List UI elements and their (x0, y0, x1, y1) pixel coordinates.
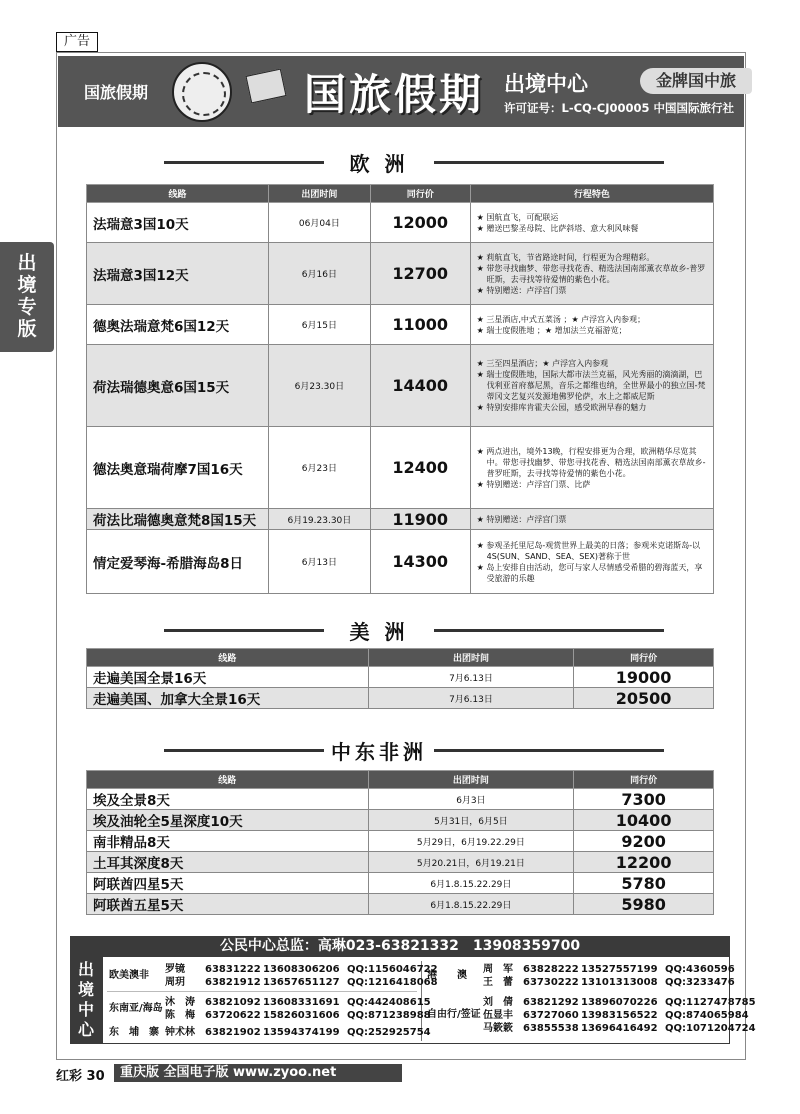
price: 14300 (370, 530, 470, 594)
col-header: 出团时间 (268, 185, 370, 203)
feature-item (477, 540, 709, 562)
contact-mobile: 13896070226 (581, 997, 658, 1008)
vertical-char: 境 (77, 980, 94, 999)
feature-item (477, 479, 709, 490)
contact-qq: QQ:1071204724 (665, 1023, 756, 1034)
title-rule (434, 161, 664, 164)
contact-person (165, 1010, 431, 1022)
features (470, 345, 713, 427)
feature-text: 国航直飞，可配联运 (486, 212, 559, 222)
features (470, 427, 713, 509)
route-name: 走遍美国全景16天 (87, 667, 369, 688)
europe-rows (87, 203, 714, 594)
feature-item (477, 285, 709, 296)
feature-text: 三至四星酒店；★ 卢浮宫入内参观 (486, 359, 609, 368)
table-row (87, 345, 714, 427)
mideast-table (86, 770, 714, 915)
feature-text: 岛上安排自由活动，您可与家人尽情感受希腊的碧海蓝天，享受旅游的乐趣 (486, 562, 703, 583)
section-title-text: 中东非洲 (324, 736, 434, 765)
price: 5980 (574, 894, 714, 915)
feature-text: 特别赠送：卢浮宫门票 (486, 514, 567, 524)
feature-text: 特别赠送：卢浮宫门票、比萨 (486, 479, 591, 489)
contact-name: 钟术林 (165, 1027, 195, 1038)
departure-date: 6月16日 (268, 243, 370, 305)
mideast-rows (87, 789, 714, 915)
price: 12400 (370, 427, 470, 509)
price: 14400 (370, 345, 470, 427)
contact-tel: 63821292 (523, 997, 579, 1008)
contact-list (102, 956, 756, 1044)
features (470, 509, 713, 530)
feature-item (477, 314, 709, 325)
route-name: 走遍美国、加拿大全景16天 (87, 688, 369, 709)
col-header: 同行价 (370, 185, 470, 203)
route-name: 德法奥意瑞荷摩7国16天 (87, 427, 269, 509)
side-tab-char: 出 (17, 252, 37, 274)
contact-name: 刘 倩 (483, 997, 513, 1008)
contact-block (70, 936, 756, 1044)
europe-table (86, 184, 714, 594)
partner-logo: 金牌国中旅 (640, 68, 752, 94)
table-row (87, 810, 714, 831)
contact-name: 陈 梅 (165, 1010, 195, 1021)
star-icon: ★ (476, 285, 487, 295)
header-banner (58, 56, 744, 127)
contact-mobile: 13983156522 (581, 1010, 658, 1021)
table-row (87, 852, 714, 873)
license-number: 许可证号：L-CQ-CJ00005 中国国际旅行社 (504, 101, 735, 115)
price: 19000 (574, 667, 714, 688)
departure-date: 5月31日，6月5日 (368, 810, 574, 831)
title-rule (434, 749, 664, 752)
contact-person (483, 1010, 749, 1022)
america-rows (87, 667, 714, 709)
features (470, 203, 713, 243)
features (470, 305, 713, 345)
vertical-char: 心 (77, 1020, 94, 1039)
star-icon: ★ (476, 479, 487, 489)
star-icon: ★ (476, 370, 487, 379)
route-name: 荷法瑞德奥意6国15天 (87, 345, 269, 427)
contact-name: 沐 涛 (165, 997, 195, 1008)
price: 7300 (574, 789, 714, 810)
price: 11000 (370, 305, 470, 345)
feature-text: 参观圣托里尼岛-观赏世界上最美的日落；参观米克诺斯岛-以4S(SUN、SAND、SEA、SEX)著称于世 (486, 540, 701, 561)
contact-person (483, 977, 735, 989)
star-icon: ★ (476, 212, 487, 222)
group-label: 港 澳 (427, 970, 467, 981)
feature-item (477, 562, 709, 584)
contact-mobile: 13101313008 (581, 977, 658, 988)
contact-qq: QQ:3233476 (665, 977, 735, 988)
col-header: 线路 (87, 771, 369, 789)
side-tab (0, 242, 54, 352)
feature-text: 莉航直飞，节省路途时间，行程更为合理精彩。 (486, 252, 655, 262)
col-header: 行程特色 (470, 185, 713, 203)
feature-text: 三星酒店,中式五菜汤 ；★ 卢浮宫入内参观； (486, 314, 646, 324)
feature-item (477, 402, 709, 413)
contact-name: 罗镜 (165, 964, 185, 975)
star-icon: ★ (476, 263, 487, 273)
price: 20500 (574, 688, 714, 709)
feature-text: 特别赠送：卢浮宫门票 (486, 285, 567, 295)
contact-qq: QQ:874065984 (665, 1010, 749, 1021)
contact-tel: 63730222 (523, 977, 579, 988)
contact-person (165, 964, 438, 976)
departure-date: 6月15日 (268, 305, 370, 345)
contact-mobile: 13527557199 (581, 964, 658, 975)
table-row (87, 688, 714, 709)
contact-qq: QQ:442408615 (347, 997, 431, 1008)
feature-item (477, 358, 709, 369)
route-name: 情定爱琴海-希腊海岛8日 (87, 530, 269, 594)
contact-name: 伍显丰 (483, 1010, 513, 1021)
price: 10400 (574, 810, 714, 831)
feature-item (477, 223, 709, 234)
contact-mobile: 13608331691 (263, 997, 340, 1008)
contact-qq: QQ:4360596 (665, 964, 735, 975)
star-icon: ★ (476, 540, 487, 550)
star-icon: ★ (476, 562, 487, 572)
departure-date: 6月1.8.15.22.29日 (368, 873, 574, 894)
mideast-section-title (84, 736, 714, 764)
contact-mobile: 13608306206 (263, 964, 340, 975)
contact-mobile: 13696416492 (581, 1023, 658, 1034)
price: 5780 (574, 873, 714, 894)
feature-text: 瑞士度假胜地，国际大都市法兰克福，风光秀丽的滴滴湖，巴伐利亚首府慕尼黑，音乐之都维也纳，全世界最小的独立国-梵蒂冈文艺复兴发源地佛罗伦萨，水上之都威尼斯 (486, 370, 706, 401)
col-header: 同行价 (574, 771, 714, 789)
star-icon: ★ (476, 446, 487, 456)
feature-text: 两点进出，境外13晚，行程安排更为合理，欧洲精华尽览其中。带您寻找幽梦、带您寻找花香、精选法国南部薰衣草故乡-普罗旺斯，去寻找等待爱情的紫色小花。 (486, 446, 706, 478)
contact-tel: 63855538 (523, 1023, 579, 1034)
route-name: 阿联酋四星5天 (87, 873, 369, 894)
title-rule (434, 629, 664, 632)
price: 12000 (370, 203, 470, 243)
contact-tel: 63831222 (205, 964, 261, 975)
departure-date: 7月6.13日 (368, 688, 574, 709)
department-title: 出境中心 (504, 72, 588, 96)
group-label: 欧美澳非 (109, 970, 149, 981)
contact-person (483, 1023, 756, 1035)
departure-date: 7月6.13日 (368, 667, 574, 688)
feature-item (477, 263, 709, 285)
globe-logo-icon (172, 62, 232, 122)
feature-text: 带您寻找幽梦、带您寻找花香、精选法国南部薰衣草故乡-普罗旺斯，去寻找等待爱情的紫色小花。 (486, 263, 706, 284)
feature-item (477, 212, 709, 223)
route-name: 土耳其深度8天 (87, 852, 369, 873)
col-header: 出团时间 (368, 649, 574, 667)
price: 11900 (370, 509, 470, 530)
contact-person (483, 997, 756, 1009)
route-name: 阿联酋五星5天 (87, 894, 369, 915)
star-icon: ★ (476, 325, 487, 335)
contact-tel: 63821912 (205, 977, 261, 988)
feature-item (477, 252, 709, 263)
route-name: 德奥法瑞意梵6国12天 (87, 305, 269, 345)
contact-person (165, 997, 431, 1009)
vertical-char: 出 (77, 960, 94, 979)
edition-band: 重庆版 全国电子版 www.zyoo.net (114, 1064, 402, 1082)
page-number: 红彩 30 (56, 1069, 105, 1084)
col-header: 同行价 (574, 649, 714, 667)
features (470, 530, 713, 594)
contact-center-label (70, 956, 102, 1044)
departure-date: 6月1.8.15.22.29日 (368, 894, 574, 915)
star-icon: ★ (476, 403, 487, 412)
america-table (86, 648, 714, 709)
table-row (87, 831, 714, 852)
contact-qq: QQ:1127478785 (665, 997, 756, 1008)
table-row (87, 667, 714, 688)
side-tab-char: 专 (17, 296, 37, 318)
table-row (87, 243, 714, 305)
europe-section-title (84, 148, 714, 176)
departure-date: 6月13日 (268, 530, 370, 594)
contact-tel: 63720622 (205, 1010, 261, 1021)
contact-person (165, 977, 438, 989)
ad-label: 广告 (56, 32, 98, 52)
star-icon: ★ (476, 252, 487, 262)
star-icon: ★ (476, 223, 487, 233)
feature-text: 赠送巴黎圣母院、比萨斜塔、意大利风味餐 (486, 223, 639, 233)
table-row (87, 873, 714, 894)
feature-item (477, 514, 709, 525)
departure-date: 5月20.21日，6月19.21日 (368, 852, 574, 873)
contact-mobile: 13594374199 (263, 1027, 340, 1038)
contact-person (483, 964, 735, 976)
route-name: 埃及油轮全5星深度10天 (87, 810, 369, 831)
feature-item (477, 446, 709, 479)
table-row (87, 789, 714, 810)
price: 12200 (574, 852, 714, 873)
group-label: 自由行/签证 (427, 1009, 481, 1020)
contact-tel: 63727060 (523, 1010, 579, 1021)
table-row (87, 894, 714, 915)
brand-title: 国旅假期 (304, 70, 485, 119)
departure-date: 6月23.30日 (268, 345, 370, 427)
star-icon: ★ (476, 514, 487, 524)
table-row (87, 305, 714, 345)
contact-person (165, 1027, 431, 1039)
feature-item (477, 325, 709, 336)
table-row (87, 530, 714, 594)
section-title-text: 美 洲 (324, 616, 434, 645)
price: 9200 (574, 831, 714, 852)
contact-tel: 63821902 (205, 1027, 261, 1038)
feature-item (477, 369, 709, 402)
table-row (87, 427, 714, 509)
route-name: 南非精品8天 (87, 831, 369, 852)
table-row (87, 203, 714, 243)
america-section-title (84, 616, 714, 644)
contact-qq: QQ:1156046722 (347, 964, 438, 975)
contact-qq: QQ:1216418068 (347, 977, 438, 988)
feature-text: 瑞士度假胜地 ；★ 增加法兰克福游览； (486, 325, 627, 335)
contact-qq: QQ:871238988 (347, 1010, 431, 1021)
contact-tel: 63828222 (523, 964, 579, 975)
contact-mobile: 15826031606 (263, 1010, 340, 1021)
side-tab-char: 版 (17, 318, 37, 340)
departure-date: 6月19.23.30日 (268, 509, 370, 530)
brand-small: 国旅假期 (84, 83, 149, 102)
contact-mobile: 13657651127 (263, 977, 340, 988)
departure-date: 6月23日 (268, 427, 370, 509)
group-label: 东南亚/海岛 (109, 1003, 163, 1014)
contact-qq: QQ:252925754 (347, 1027, 431, 1038)
contact-tel: 63821092 (205, 997, 261, 1008)
flag-icon (245, 69, 286, 104)
contact-name: 周玥 (165, 977, 185, 988)
features (470, 243, 713, 305)
vertical-char: 中 (77, 1000, 94, 1019)
departure-date: 06月04日 (268, 203, 370, 243)
feature-text: 特别安排库肯霍夫公园，感受欧洲早春的魅力 (486, 403, 647, 412)
departure-date: 6月3日 (368, 789, 574, 810)
route-name: 法瑞意3国12天 (87, 243, 269, 305)
group-label: 东 埔 寨 (109, 1027, 159, 1038)
departure-date: 5月29日，6月19.22.29日 (368, 831, 574, 852)
star-icon: ★ (476, 359, 487, 368)
contact-name: 马簌簌 (483, 1023, 513, 1034)
section-title-text: 欧 洲 (324, 148, 434, 177)
route-name: 埃及全景8天 (87, 789, 369, 810)
col-header: 出团时间 (368, 771, 574, 789)
col-header: 线路 (87, 649, 369, 667)
contact-name: 周 军 (483, 964, 513, 975)
contact-name: 王 蕾 (483, 977, 513, 988)
col-header: 线路 (87, 185, 269, 203)
price: 12700 (370, 243, 470, 305)
route-name: 法瑞意3国10天 (87, 203, 269, 243)
contact-director: 公民中心总监：高琳023-63821332 13908359700 (70, 936, 730, 956)
side-tab-char: 境 (17, 274, 37, 296)
contact-divider (107, 991, 417, 992)
star-icon: ★ (476, 314, 487, 324)
route-name: 荷法比瑞德奥意梵8国15天 (87, 509, 269, 530)
table-row (87, 509, 714, 530)
